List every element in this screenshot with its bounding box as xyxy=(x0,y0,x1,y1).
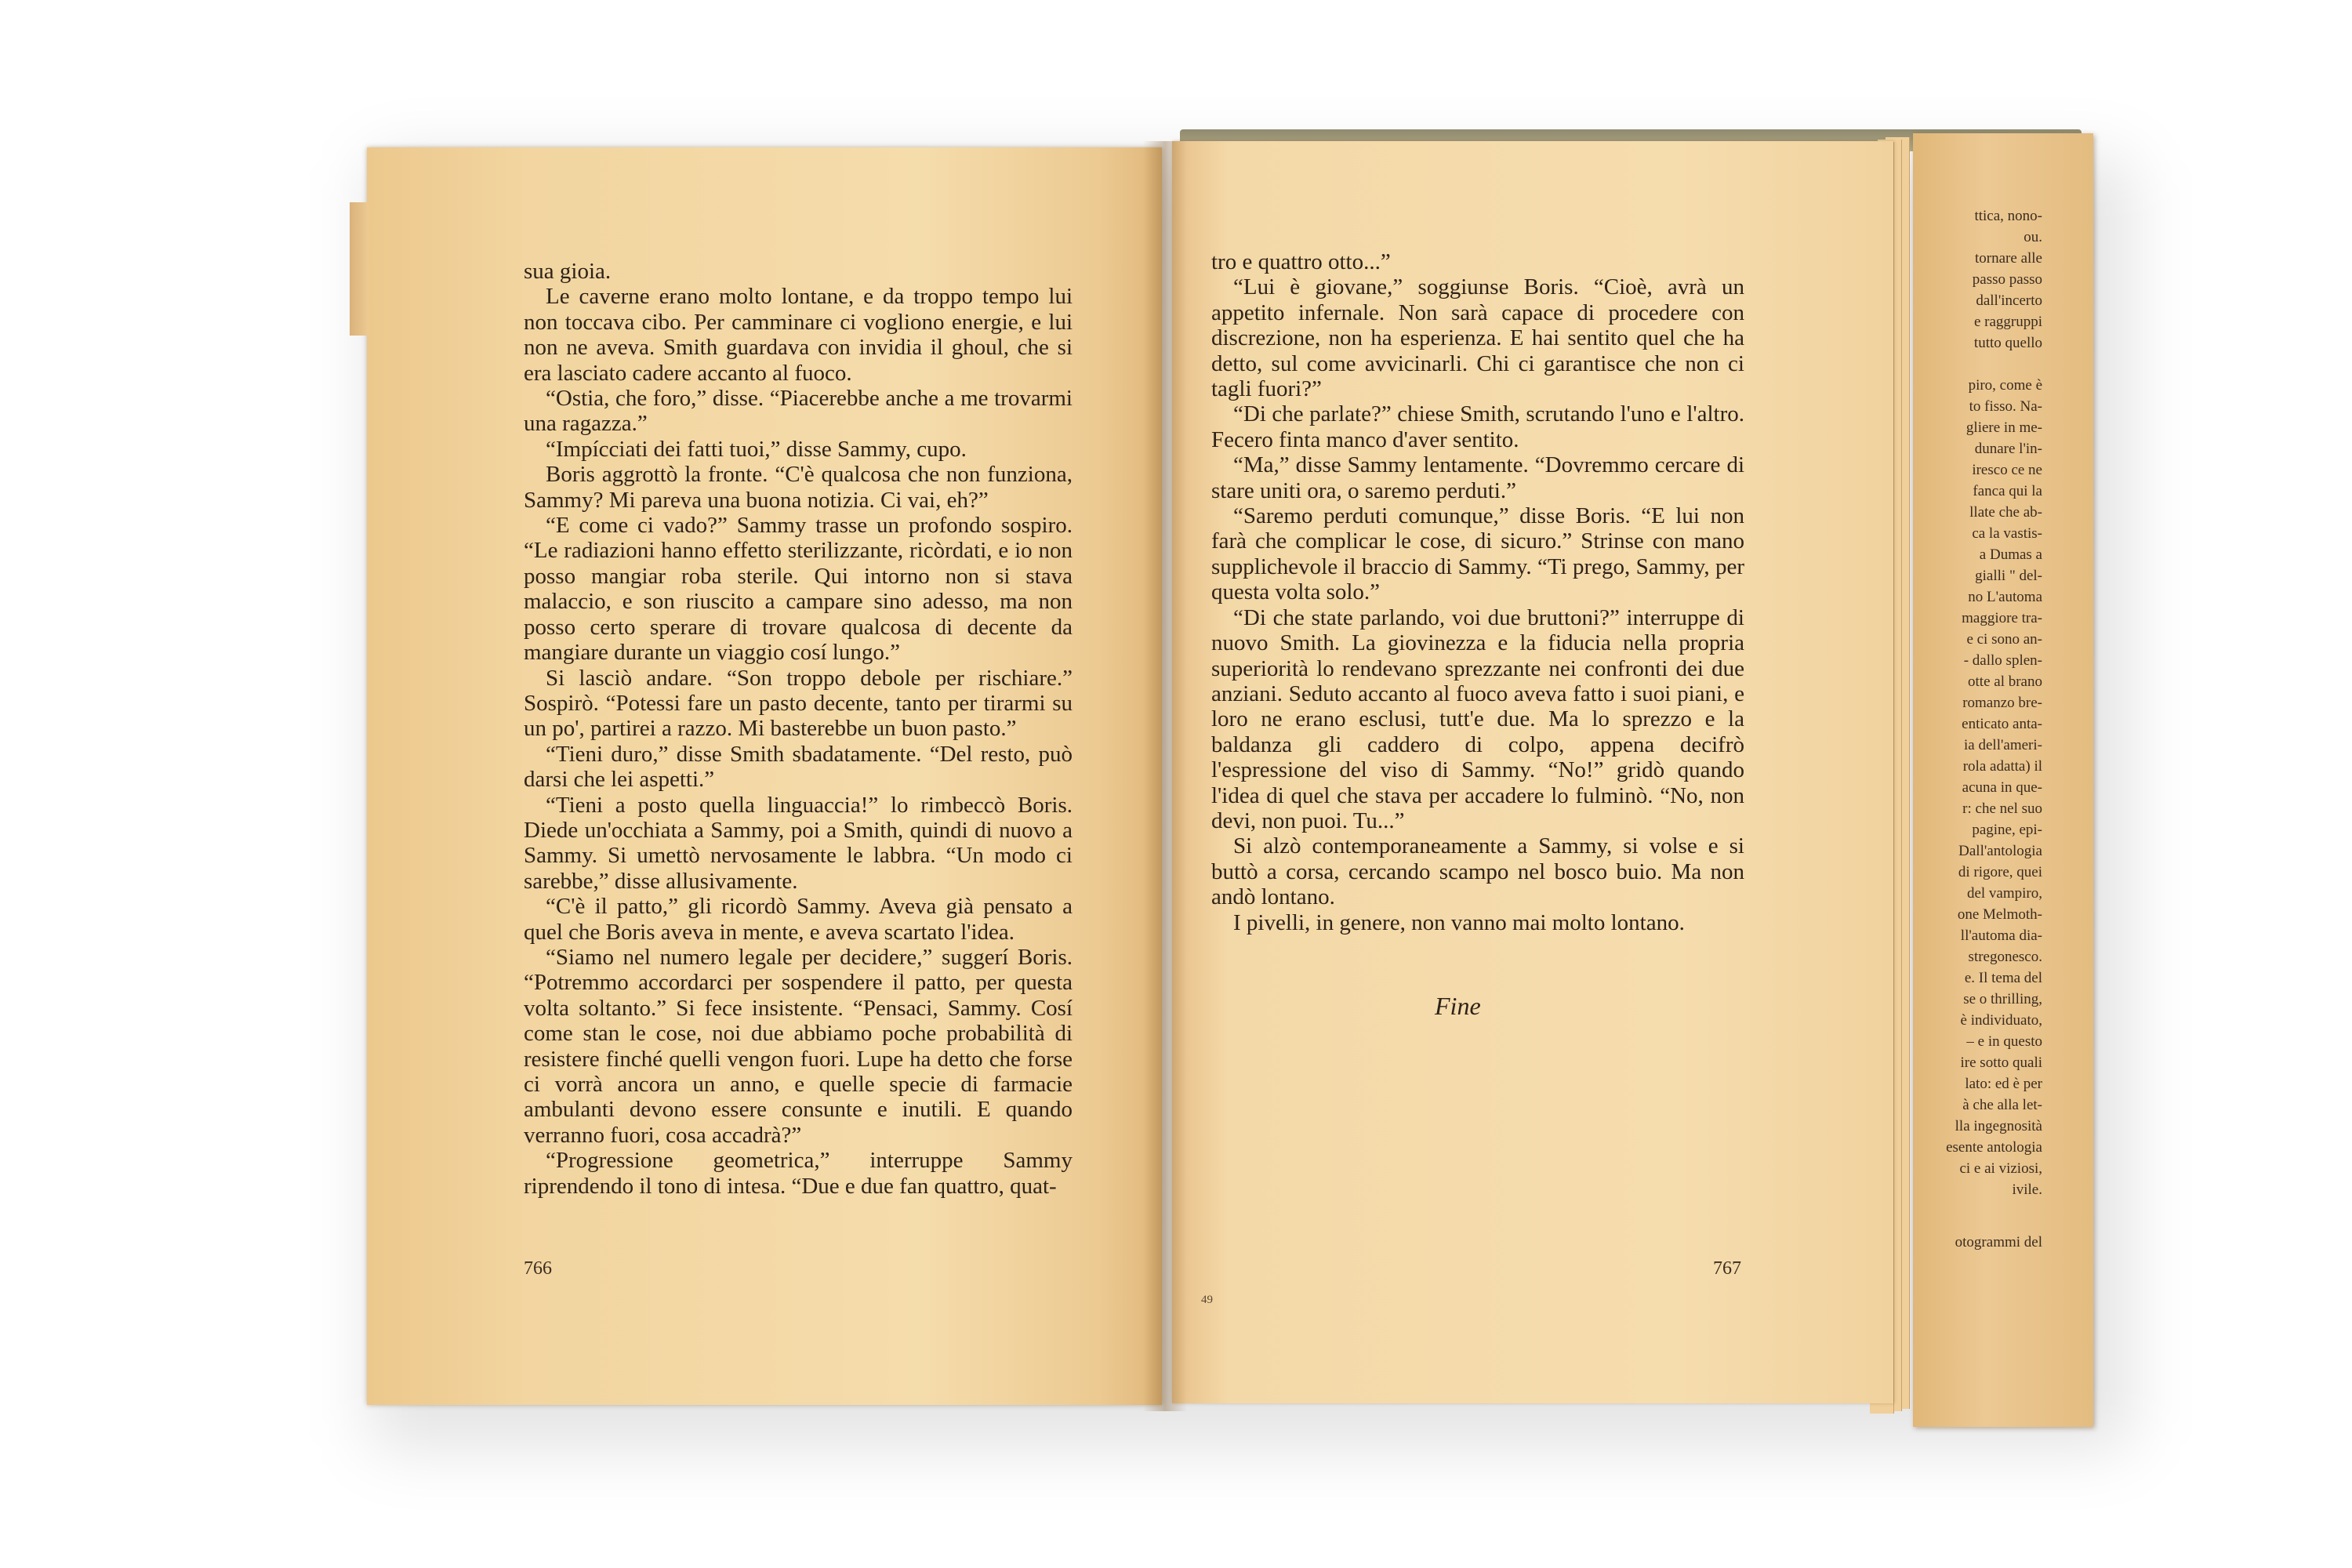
edge-line: del vampiro, xyxy=(1966,885,2042,902)
paragraph: Si alzò contemporaneamente a Sammy, si volse e si buttò a corsa, cercando scampo nel bosco buio. Ma non andò lontano. xyxy=(1211,833,1744,910)
right-page-number: 767 xyxy=(1713,1258,1741,1279)
edge-line xyxy=(1917,354,2042,375)
edge-line: e. Il tema del xyxy=(1964,970,2042,986)
edge-line: r: che nel suo xyxy=(1962,800,2042,817)
edge-line: è individuato, xyxy=(1960,1012,2042,1029)
end-word: Fine xyxy=(1435,992,1481,1020)
paragraph: “Tieni duro,” disse Smith sbadatamente. “Del resto, può darsi che lei aspetti.” xyxy=(524,741,1073,793)
edge-line: pagine, epi- xyxy=(1972,822,2042,838)
paragraph: “E come ci vado?” Sammy trasse un profondo sospiro. “Le radiazioni hanno effetto sterilizzante, ricòrdati, e io non posso mangiar roba sterile. Qui intorno non si stava malaccio, e son riuscito a campare sino adesso, ma non posso certo sperare di trovare qualcosa di decente da mangiare durante un viaggio cosí lungo.” xyxy=(524,513,1073,666)
book-gutter xyxy=(1143,141,1187,1411)
left-page-number: 766 xyxy=(524,1258,552,1279)
paragraph: “Di che parlate?” chiese Smith, scrutando l'uno e l'altro. Fecero finta manco d'aver sentito. xyxy=(1211,401,1744,452)
paragraph: Le caverne erano molto lontane, e da troppo tempo lui non toccava cibo. Per camminare ci vogliono energie, e lui non ne aveva. Smith guardava con invidia il ghoul, che si era lasciato cadere accanto al fuoco. xyxy=(524,284,1073,386)
edge-line: e raggruppi xyxy=(1973,314,2042,330)
paragraph: “Saremo perduti comunque,” disse Boris. “E lui non farà che complicar le cose, di sicuro.” Strinse con mano supplichevole il braccio di Sammy. “Ti prego, Sammy, per questa volta solo.” xyxy=(1211,503,1744,605)
edge-line: lla ingegnosità xyxy=(1955,1118,2042,1134)
edge-line: passo passo xyxy=(1972,271,2042,288)
edge-line: llate che ab- xyxy=(1969,504,2042,521)
paragraph: “Ma,” disse Sammy lentamente. “Dovremmo cercare di stare uniti ora, o saremo perduti.” xyxy=(1211,452,1744,503)
paragraph: “Ostia, che foro,” disse. “Piacerebbe anche a me trovarmi una ragazza.” xyxy=(524,386,1073,437)
edge-line: di rigore, quei xyxy=(1958,864,2042,880)
edge-line: - dallo splen- xyxy=(1963,652,2042,669)
paragraph: “Di che state parlando, voi due bruttoni?” interruppe di nuovo Smith. La giovinezza e la fiducia nella propria superiorità lo rendevano sprezzante nei confronti dei due anziani. Seduto accanto al fuoco aveva fatto i suoi piani, e loro ne erano esclusi, tutt'e due. Ma lo sprezzo e la baldanza gli caddero di colpo, appena decifrò l'espressione del viso di Sammy. “No!” gridò quando l'idea di quel che stava per accadere lo fulminò. “No, non devi, non puoi. Tu...” xyxy=(1211,604,1744,833)
edge-line: dunare l'in- xyxy=(1974,441,2042,457)
edge-line: à che alla let- xyxy=(1962,1097,2042,1113)
edge-line: ll'automa dia- xyxy=(1960,927,2042,944)
edge-line: stregonesco. xyxy=(1968,949,2042,965)
edge-line: rola adatta) il xyxy=(1962,758,2042,775)
edge-line: ci e ai viziosi, xyxy=(1959,1160,2042,1177)
paragraph: sua gioia. xyxy=(524,259,612,284)
edge-line: tornare alle xyxy=(1975,250,2042,267)
edge-line: ivile. xyxy=(2012,1181,2042,1198)
paragraph: “Impícciati dei fatti tuoi,” disse Sammy, cupo. xyxy=(546,436,967,462)
paragraph: “Progressione geometrica,” interruppe Sammy riprendendo il tono di intesa. “Due e due fan quattro, quat- xyxy=(524,1148,1073,1199)
edge-line: piro, come è xyxy=(1968,377,2042,394)
edge-line: e ci sono an- xyxy=(1966,631,2042,648)
edge-line: gialli " del- xyxy=(1975,568,2042,584)
edge-line: ttica, nono- xyxy=(1974,208,2042,224)
signature-mark: 49 xyxy=(1201,1294,1213,1306)
edge-line: dall'incerto xyxy=(1976,292,2042,309)
paragraph: Boris aggrottò la fronte. “C'è qualcosa che non funziona, Sammy? Mi pareva una buona notizia. Ci vai, eh?” xyxy=(524,462,1073,513)
edge-line: ia dell'ameri- xyxy=(1964,737,2042,753)
paragraph: “Siamo nel numero legale per decidere,” suggerí Boris. “Potremmo accordarci per sospendere il patto, per questa volta soltanto.” Si fece insistente. “Pensaci, Sammy. Cosí come stan le cose, noi due abbiamo poche probabilità di resistere finché quelli vengon fuori. Lupe ha detto che forse ci vorrà ancora un anno, e quelle specie di farmacie ambulanti devono essere consunte e inutili. E quando verranno fuori, cosa accadrà?” xyxy=(524,944,1073,1148)
edge-line: ire sotto quali xyxy=(1960,1054,2042,1071)
edge-line: gliere in me- xyxy=(1965,419,2042,436)
edge-page-lines xyxy=(1917,205,2042,1200)
edge-line: iresco ce ne xyxy=(1972,462,2042,478)
edge-line: no L'automa xyxy=(1968,589,2042,605)
edge-line: acuna in que- xyxy=(1962,779,2042,796)
paragraph: “Lui è giovane,” soggiunse Boris. “Cioè, avrà un appetito infernale. Non sarà capace di procedere con discrezione, non ha esperienza. E hai sentito quel che ha detto, sul come avvicinarli. Chi ci garantisce che non ci tagli fuori?” xyxy=(1211,274,1744,402)
edge-line: a Dumas a xyxy=(1979,546,2042,563)
edge-line: lato: ed è per xyxy=(1965,1076,2042,1092)
right-page-text xyxy=(1211,249,1744,935)
page-ear xyxy=(350,202,368,336)
edge-line: se o thrilling, xyxy=(1963,991,2042,1007)
paragraph: Si lasciò andare. “Son troppo debole per rischiare.” Sospirò. “Potessi fare un pasto decente, tanto per tirarmi su un po', partirei a razzo. Mi basterebbe un buon pasto.” xyxy=(524,665,1073,742)
edge-line: otte al brano xyxy=(1968,673,2042,690)
edge-page-text xyxy=(1917,205,2042,1303)
paragraph: I pivelli, in genere, non vanno mai molto lontano. xyxy=(1233,909,1685,935)
edge-line: ca la vastis- xyxy=(1972,525,2042,542)
edge-line: enticato anta- xyxy=(1962,716,2042,732)
edge-line: Dall'antologia xyxy=(1958,843,2042,859)
edge-line: to fisso. Na- xyxy=(1969,398,2042,415)
paragraph: “Tieni a posto quella linguaccia!” lo rimbeccò Boris. Diede un'occhiata a Sammy, poi a Smith, quindi di nuovo a Sammy. Si umettò nervosamente le labbra. “Un modo ci sarebbe,” disse allusivamente. xyxy=(524,792,1073,894)
left-page-text xyxy=(524,259,1073,1199)
edge-line: romanzo bre- xyxy=(1962,695,2042,711)
edge-line: tutto quello xyxy=(1973,335,2042,351)
edge-line: – e in questo xyxy=(1966,1033,2042,1050)
paragraph: “C'è il patto,” gli ricordò Sammy. Aveva già pensato a quel che Boris aveva in mente, e aveva scartato l'idea. xyxy=(524,894,1073,945)
edge-line: fanca qui la xyxy=(1973,483,2042,499)
edge-line: esente antologia xyxy=(1946,1139,2042,1156)
edge-line: one Melmoth- xyxy=(1957,906,2042,923)
paragraph: tro e quattro otto...” xyxy=(1211,249,1391,274)
edge-page-footer: otogrammi del xyxy=(1955,1234,2042,1250)
edge-line: maggiore tra- xyxy=(1962,610,2042,626)
edge-line: ou. xyxy=(2024,229,2042,245)
